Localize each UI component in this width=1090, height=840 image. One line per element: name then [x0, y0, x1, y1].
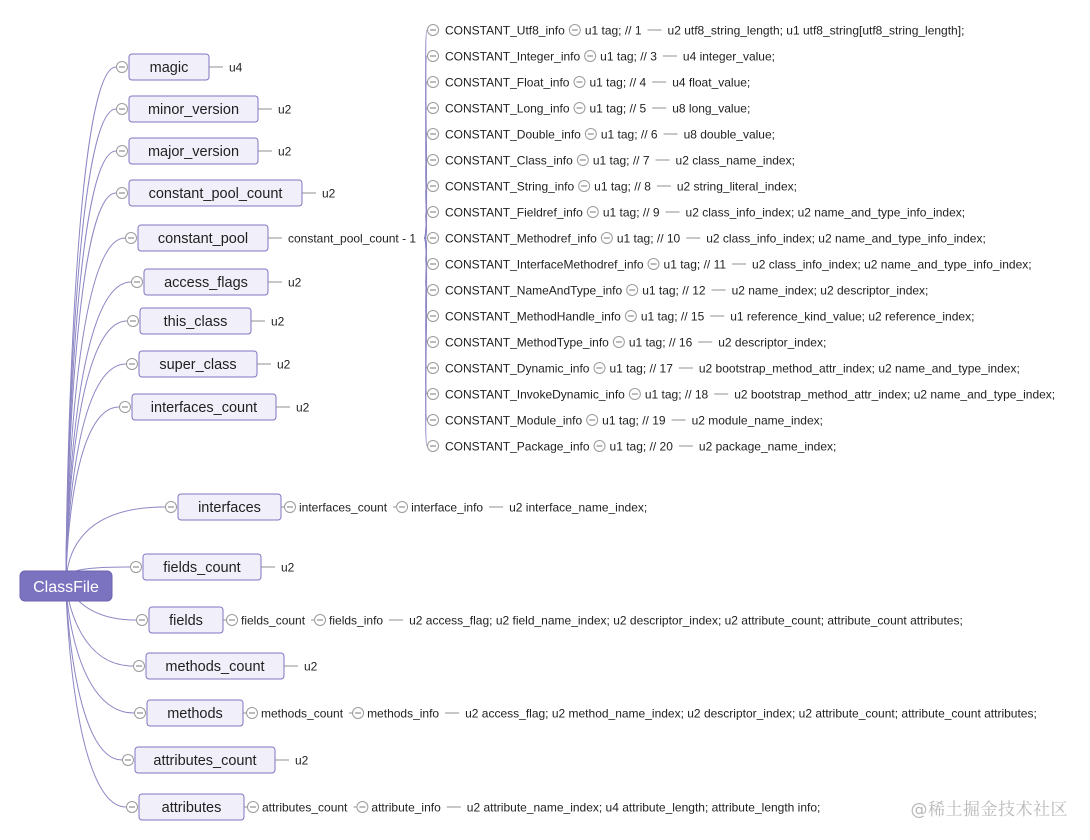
constant-tag-toggle[interactable]	[585, 129, 596, 140]
constant-body: u2 package_name_index;	[698, 439, 837, 454]
constant-name: CONSTANT_Dynamic_info	[445, 361, 590, 376]
constant-tag-toggle[interactable]	[648, 259, 659, 270]
constant-collapse-toggle[interactable]	[428, 51, 439, 62]
minor-version-collapse-toggle[interactable]	[117, 104, 128, 115]
access-flags-value-0: u2	[288, 275, 302, 290]
attributes-label: attributes	[161, 800, 222, 816]
constant-name: CONSTANT_InvokeDynamic_info	[445, 387, 625, 402]
magic-value-0: u4	[229, 60, 243, 75]
constant-tag-toggle[interactable]	[627, 285, 638, 296]
constant-tag: u1 tag; // 18	[644, 387, 709, 402]
constant-body: u2 string_literal_index;	[676, 179, 797, 194]
attributes-count-value-0: u2	[295, 753, 309, 768]
node-fields[interactable]	[137, 607, 963, 633]
constant-tag: u1 tag; // 16	[628, 335, 693, 350]
constant-collapse-toggle[interactable]	[428, 103, 439, 114]
constant-entry[interactable]	[428, 102, 751, 116]
methods-collapse-toggle[interactable]	[135, 708, 146, 719]
node-fields-count[interactable]	[131, 554, 295, 580]
interfaces-value-1: interface_info	[411, 500, 484, 515]
root-node[interactable]	[20, 571, 112, 601]
constant-entry[interactable]	[428, 24, 965, 38]
fields-collapse-toggle[interactable]	[137, 615, 148, 626]
constant-entry[interactable]	[428, 232, 986, 246]
constant-name: CONSTANT_MethodType_info	[445, 335, 609, 350]
branch-magic	[66, 67, 116, 586]
constant-body: u2 name_index; u2 descriptor_index;	[731, 283, 929, 298]
magic-label: magic	[149, 60, 189, 76]
constant-collapse-toggle[interactable]	[428, 155, 439, 166]
interfaces-chain-toggle-0[interactable]	[285, 502, 296, 513]
constant-pool-collapse-toggle[interactable]	[126, 233, 137, 244]
constant-pool-count-value-0: u2	[322, 186, 336, 201]
fields-value-0: fields_count	[241, 613, 306, 628]
fields-label: fields	[169, 613, 203, 629]
super-class-value-0: u2	[277, 357, 291, 372]
methods-value-2: u2 access_flag; u2 method_name_index; u2 descriptor_index; u2 attribute_count; attribute_count attributes;	[465, 706, 1037, 721]
constant-tag-toggle[interactable]	[625, 311, 636, 322]
constant-name: CONSTANT_Module_info	[445, 413, 583, 428]
constant-pool-count-label: constant_pool_count	[148, 186, 283, 202]
constant-tag-toggle[interactable]	[585, 51, 596, 62]
constant-name: CONSTANT_Methodref_info	[445, 231, 597, 246]
constant-body: u2 class_info_index; u2 name_and_type_info_index;	[752, 257, 1032, 272]
constant-tag: u1 tag; // 15	[640, 309, 705, 324]
methods-label: methods	[167, 706, 223, 722]
constant-entry[interactable]	[428, 128, 775, 142]
constant-entry[interactable]	[428, 440, 837, 454]
constant-body: u8 long_value;	[672, 101, 751, 116]
constant-tag-toggle[interactable]	[587, 415, 598, 426]
fields-chain-toggle-0[interactable]	[227, 615, 238, 626]
node-attributes-count[interactable]	[123, 747, 309, 773]
constant-collapse-toggle[interactable]	[428, 207, 439, 218]
node-this-class[interactable]	[128, 308, 285, 334]
major-version-collapse-toggle[interactable]	[117, 146, 128, 157]
constant-tag-toggle[interactable]	[574, 103, 585, 114]
constant-name: CONSTANT_Utf8_info	[445, 23, 565, 38]
access-flags-collapse-toggle[interactable]	[132, 277, 143, 288]
constant-collapse-toggle[interactable]	[428, 233, 439, 244]
constant-entry[interactable]	[428, 258, 1032, 272]
constant-body: u2 bootstrap_method_attr_index; u2 name_and_type_index;	[734, 387, 1056, 402]
constant-tag-toggle[interactable]	[569, 25, 580, 36]
constant-collapse-toggle[interactable]	[428, 441, 439, 452]
methods-count-value-0: u2	[304, 659, 318, 674]
constant-tag-toggle[interactable]	[587, 207, 598, 218]
constant-tag-toggle[interactable]	[629, 389, 640, 400]
constant-body: u2 class_info_index; u2 name_and_type_info_index;	[685, 205, 966, 220]
major-version-value-0: u2	[278, 144, 292, 159]
constant-body: u4 float_value;	[672, 75, 751, 90]
methods-value-1: methods_info	[367, 706, 440, 721]
constant-tag: u1 tag; // 8	[594, 179, 651, 194]
constant-pool-label: constant_pool	[157, 231, 249, 247]
constant-pool-count-collapse-toggle[interactable]	[117, 188, 128, 199]
constant-body: u2 class_info_index; u2 name_and_type_info_index;	[706, 231, 986, 246]
classfile-items	[117, 54, 1037, 820]
constant-tag-toggle[interactable]	[577, 155, 588, 166]
fields-value-2: u2 access_flag; u2 field_name_index; u2 descriptor_index; u2 attribute_count; attribute_count attributes;	[409, 613, 963, 628]
constant-body: u4 integer_value;	[682, 49, 775, 64]
interfaces-collapse-toggle[interactable]	[166, 502, 177, 513]
constant-body: u2 utf8_string_length; u1 utf8_string[utf8_string_length];	[667, 23, 965, 38]
constant-tag-toggle[interactable]	[601, 233, 612, 244]
constant-tag: u1 tag; // 3	[600, 49, 657, 64]
constant-entry[interactable]	[428, 180, 797, 194]
interfaces-value-0: interfaces_count	[299, 500, 388, 515]
node-access-flags[interactable]	[132, 269, 302, 295]
constant-entry[interactable]	[428, 336, 827, 350]
constant-entry[interactable]	[428, 414, 824, 428]
interfaces-chain-toggle-1[interactable]	[397, 502, 408, 513]
node-constant-pool-count[interactable]	[117, 180, 336, 206]
constant-entry[interactable]	[428, 284, 929, 298]
constant-tag-toggle[interactable]	[594, 363, 605, 374]
methods-count-label: methods_count	[165, 659, 265, 675]
branch-constant-pool	[66, 238, 125, 586]
attributes-count-collapse-toggle[interactable]	[123, 755, 134, 766]
constant-name: CONSTANT_String_info	[445, 179, 575, 194]
constant-name: CONSTANT_Fieldref_info	[445, 205, 583, 220]
constant-body: u2 bootstrap_method_attr_index; u2 name_and_type_index;	[698, 361, 1020, 376]
constant-tag: u1 tag; // 10	[616, 231, 681, 246]
constant-name: CONSTANT_Class_info	[445, 153, 573, 168]
constant-tag: u1 tag; // 7	[592, 153, 650, 168]
constant-collapse-toggle[interactable]	[428, 363, 439, 374]
interfaces-label: interfaces	[198, 500, 261, 516]
constant-entry[interactable]	[428, 154, 795, 168]
methods-chain-toggle-0[interactable]	[247, 708, 258, 719]
constant-tag-toggle[interactable]	[579, 181, 590, 192]
root-node-label: ClassFile	[33, 579, 99, 596]
fields-count-collapse-toggle[interactable]	[131, 562, 142, 573]
constant-tag: u1 tag; // 5	[589, 101, 647, 116]
constant-entry[interactable]	[428, 362, 1020, 376]
this-class-collapse-toggle[interactable]	[128, 316, 139, 327]
fields-count-label: fields_count	[163, 560, 241, 576]
attributes-value-1: attribute_info	[371, 800, 441, 815]
fields-count-value-0: u2	[281, 560, 295, 575]
constant-collapse-toggle[interactable]	[428, 181, 439, 192]
constant-tag: u1 tag; // 6	[600, 127, 658, 142]
interfaces-count-collapse-toggle[interactable]	[120, 402, 131, 413]
constant-tag: u1 tag; // 11	[663, 257, 727, 272]
constant-name: CONSTANT_Package_info	[445, 439, 590, 454]
magic-collapse-toggle[interactable]	[117, 62, 128, 73]
branch-minor-version	[66, 109, 116, 586]
constant-collapse-toggle[interactable]	[428, 259, 439, 270]
minor-version-value-0: u2	[278, 102, 292, 117]
constant-body: u2 descriptor_index;	[718, 335, 827, 350]
constant-collapse-toggle[interactable]	[428, 311, 439, 322]
node-attributes[interactable]	[127, 794, 821, 820]
constant-body: u8 double_value;	[683, 127, 775, 142]
node-constant-pool[interactable]	[126, 225, 417, 251]
node-magic[interactable]	[117, 54, 243, 80]
attributes-count-label: attributes_count	[153, 753, 257, 769]
constant-tag: u1 tag; // 19	[602, 413, 666, 428]
minor-version-label: minor_version	[147, 102, 240, 118]
constant-name: CONSTANT_InterfaceMethodref_info	[445, 257, 644, 272]
constant-tag: u1 tag; // 20	[609, 439, 673, 454]
super-class-label: super_class	[159, 357, 237, 373]
node-interfaces-count[interactable]	[120, 394, 310, 420]
constant-tag: u1 tag; // 17	[609, 361, 673, 376]
watermark: @稀土掘金技术社区	[910, 800, 1068, 820]
constant-body: u2 module_name_index;	[691, 413, 823, 428]
attributes-value-0: attributes_count	[262, 800, 348, 815]
constant-body: u2 class_name_index;	[675, 153, 795, 168]
node-minor-version[interactable]	[117, 96, 292, 122]
constant-entry[interactable]	[428, 310, 975, 324]
attributes-chain-toggle-0[interactable]	[248, 802, 259, 813]
constant-tag: u1 tag; // 1	[584, 23, 642, 38]
constant-pool-entries	[428, 24, 1056, 454]
access-flags-label: access_flags	[164, 275, 248, 291]
constant-collapse-toggle[interactable]	[428, 77, 439, 88]
constant-name: CONSTANT_NameAndType_info	[445, 283, 623, 298]
constant-body: u1 reference_kind_value; u2 reference_index;	[730, 309, 975, 324]
constant-tag: u1 tag; // 9	[602, 205, 660, 220]
constant-name: CONSTANT_Float_info	[445, 75, 570, 90]
constant-tag-toggle[interactable]	[574, 77, 585, 88]
methods-chain-toggle-1[interactable]	[353, 708, 364, 719]
attributes-collapse-toggle[interactable]	[127, 802, 138, 813]
constant-collapse-toggle[interactable]	[428, 337, 439, 348]
attributes-chain-toggle-1[interactable]	[357, 802, 368, 813]
major-version-label: major_version	[147, 144, 240, 160]
attributes-value-2: u2 attribute_name_index; u4 attribute_length; attribute_length info;	[466, 800, 821, 815]
constant-entry[interactable]	[428, 76, 751, 90]
constant-name: CONSTANT_Long_info	[445, 101, 570, 116]
constant-tag-toggle[interactable]	[613, 337, 624, 348]
branch-major-version	[66, 151, 116, 586]
constant-pool-value-0: constant_pool_count - 1	[288, 231, 417, 246]
constant-collapse-toggle[interactable]	[428, 415, 439, 426]
fields-chain-toggle-1[interactable]	[315, 615, 326, 626]
constant-name: CONSTANT_Double_info	[445, 127, 581, 142]
methods-value-0: methods_count	[261, 706, 344, 721]
fields-value-1: fields_info	[329, 613, 384, 628]
interfaces-count-value-0: u2	[296, 400, 310, 415]
constant-entry[interactable]	[428, 50, 775, 64]
constant-tag: u1 tag; // 12	[642, 283, 706, 298]
this-class-value-0: u2	[271, 314, 285, 329]
node-super-class[interactable]	[127, 351, 291, 377]
constant-name: CONSTANT_MethodHandle_info	[445, 309, 621, 324]
node-major-version[interactable]	[117, 138, 292, 164]
constant-collapse-toggle[interactable]	[428, 285, 439, 296]
constant-entry[interactable]	[428, 388, 1056, 402]
branch-methods	[66, 586, 134, 713]
constant-collapse-toggle[interactable]	[428, 25, 439, 36]
branch-interfaces-count	[66, 407, 119, 586]
branch-attributes-count	[66, 586, 122, 760]
constant-entry[interactable]	[428, 206, 966, 220]
methods-count-collapse-toggle[interactable]	[134, 661, 145, 672]
constant-collapse-toggle[interactable]	[428, 129, 439, 140]
node-methods[interactable]	[135, 700, 1037, 726]
constant-collapse-toggle[interactable]	[428, 389, 439, 400]
node-interfaces[interactable]	[166, 494, 648, 520]
this-class-label: this_class	[163, 314, 228, 330]
node-methods-count[interactable]	[134, 653, 318, 679]
constant-tag: u1 tag; // 4	[589, 75, 647, 90]
interfaces-count-label: interfaces_count	[150, 400, 258, 416]
constant-name: CONSTANT_Integer_info	[445, 49, 581, 64]
interfaces-value-2: u2 interface_name_index;	[509, 500, 648, 515]
super-class-collapse-toggle[interactable]	[127, 359, 138, 370]
constant-tag-toggle[interactable]	[594, 441, 605, 452]
